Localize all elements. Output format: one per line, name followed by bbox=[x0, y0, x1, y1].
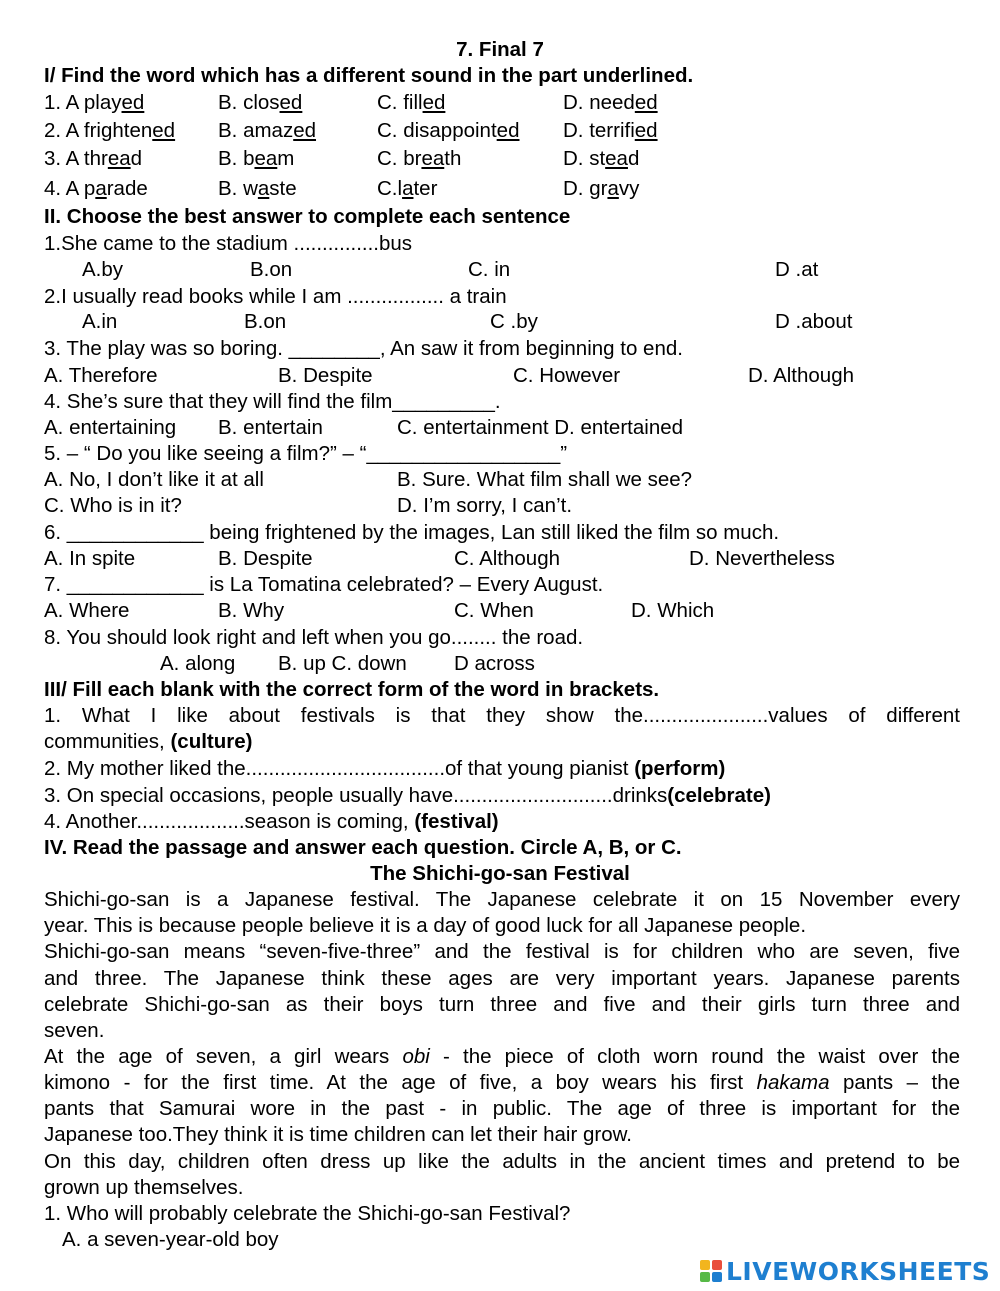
option: 2. A frightened bbox=[44, 119, 176, 142]
underlined-part: ed bbox=[293, 119, 317, 142]
answer-option: A. entertaining bbox=[44, 416, 177, 439]
underlined-part: ed bbox=[634, 91, 658, 114]
passage-line-9: pants that Samurai wore in the past - in public. The age of three is important for the bbox=[44, 1097, 960, 1120]
underlined-part: ea bbox=[421, 147, 445, 170]
underlined-part: ed bbox=[422, 91, 446, 114]
s3-q2-text: 2. My mother liked the...................................of that young pianist bbox=[44, 757, 635, 780]
underlined-part: ed bbox=[634, 119, 658, 142]
s2-question-2: 2.I usually read books while I am ................. a train bbox=[44, 285, 507, 308]
answer-option: C. Who is in it? bbox=[44, 494, 182, 517]
s4-question-1-option-a: A. a seven-year-old boy bbox=[62, 1228, 279, 1251]
section-1-heading: I/ Find the word which has a different sound in the part underlined. bbox=[44, 64, 694, 87]
underlined-part: ed bbox=[121, 91, 145, 114]
answer-option: D. Nevertheless bbox=[689, 547, 835, 570]
s3-q3 bbox=[44, 783, 771, 809]
passage-title: The Shichi-go-san Festival bbox=[370, 862, 630, 885]
underlined-part: a bbox=[257, 177, 270, 200]
s2-question-5: 5. – “ Do you like seeing a film?” – “_________________” bbox=[44, 442, 568, 465]
passage-line-4: and three. The Japanese think these ages are very important years. Japanese parents bbox=[44, 967, 960, 990]
underlined-part: ed bbox=[152, 119, 176, 142]
option: 1. A played bbox=[44, 91, 145, 114]
passage-line-6: seven. bbox=[44, 1019, 105, 1042]
answer-option: B.on bbox=[250, 258, 293, 281]
passage-line-11: On this day, children often dress up like the adults in the ancient times and pretend to be bbox=[44, 1150, 960, 1173]
s3-q1-line1: 1. What I like about festivals is that they show the......................values of different bbox=[44, 704, 960, 727]
p3b-1: kimono - for the first time. At the age of five, a boy wears his first bbox=[44, 1071, 757, 1094]
answer-option: B. up C. down bbox=[278, 652, 407, 675]
s2-question-6: 6. ____________ being frightened by the images, Lan still liked the film so much. bbox=[44, 521, 780, 544]
answer-option: D .at bbox=[775, 258, 819, 281]
answer-option: A. Where bbox=[44, 599, 130, 622]
s3-q4-word: (festival) bbox=[414, 810, 499, 833]
liveworksheets-logo bbox=[700, 1256, 990, 1286]
s3-q3-word: (celebrate) bbox=[667, 784, 771, 807]
option: 4. A parade bbox=[44, 177, 148, 200]
section-2-heading: II. Choose the best answer to complete each sentence bbox=[44, 205, 571, 228]
passage-line-5: celebrate Shichi-go-san as their boys turn three and five and their girls turn three and bbox=[44, 993, 960, 1016]
p3a-italic: obi bbox=[402, 1045, 430, 1068]
answer-option: D. Although bbox=[748, 364, 854, 387]
underlined-part: a bbox=[95, 177, 107, 200]
s2-question-7: 7. ____________ is La Tomatina celebrated? – Every August. bbox=[44, 573, 604, 596]
option: 3. A thread bbox=[44, 147, 143, 170]
answer-option: A. No, I don’t like it at all bbox=[44, 468, 264, 491]
passage-line-1: Shichi-go-san is a Japanese festival. The Japanese celebrate it on 15 November every bbox=[44, 888, 960, 911]
s2-question-3: 3. The play was so boring. ________, An saw it from beginning to end. bbox=[44, 337, 683, 360]
s2-question-1: 1.She came to the stadium ...............bus bbox=[44, 232, 413, 255]
s4-question-1: 1. Who will probably celebrate the Shichi-go-san Festival? bbox=[44, 1202, 571, 1225]
passage-line-12: grown up themselves. bbox=[44, 1176, 244, 1199]
answer-option: B.on bbox=[244, 310, 287, 333]
option: D. stead bbox=[563, 147, 640, 170]
s3-q2 bbox=[44, 756, 725, 782]
underlined-part: ea bbox=[107, 147, 131, 170]
p3b-italic: hakama bbox=[756, 1071, 830, 1094]
option: C. breath bbox=[377, 147, 462, 170]
answer-option: C. However bbox=[513, 364, 621, 387]
answer-option: B. Why bbox=[218, 599, 285, 622]
underlined-part: ea bbox=[605, 147, 628, 170]
answer-option: A.by bbox=[82, 258, 124, 281]
answer-option: D. Which bbox=[631, 599, 715, 622]
underlined-part: a bbox=[402, 177, 414, 200]
option: B. waste bbox=[218, 177, 297, 200]
answer-option: C .by bbox=[490, 310, 538, 333]
underlined-part: ea bbox=[254, 147, 278, 170]
option: D. terrified bbox=[563, 119, 658, 142]
answer-option: C. Although bbox=[454, 547, 560, 570]
answer-option: B. Despite bbox=[278, 364, 373, 387]
passage-line-2: year. This is because people believe it is a day of good luck for all Japanese people. bbox=[44, 914, 807, 937]
answer-option: A.in bbox=[82, 310, 118, 333]
answer-option: B. Despite bbox=[218, 547, 313, 570]
s3-q4 bbox=[44, 809, 499, 835]
passage-line-8 bbox=[44, 1070, 960, 1096]
p3a-2: - the piece of cloth worn round the waist over the bbox=[429, 1045, 960, 1068]
answer-option: C. in bbox=[468, 258, 511, 281]
underlined-part: ed bbox=[279, 91, 303, 114]
answer-option: B. Sure. What film shall we see? bbox=[397, 468, 693, 491]
section-3-heading: III/ Fill each blank with the correct form of the word in brackets. bbox=[44, 678, 660, 701]
p3b-2: pants – the bbox=[829, 1071, 961, 1094]
logo-text: LIVEWORKSHEETS bbox=[726, 1256, 991, 1286]
answer-option: A. along bbox=[160, 652, 236, 675]
answer-option: A. In spite bbox=[44, 547, 136, 570]
s3-q2-word: (perform) bbox=[634, 757, 726, 780]
option: D. needed bbox=[563, 91, 658, 114]
passage-line-7 bbox=[44, 1044, 960, 1070]
option: B. beam bbox=[218, 147, 295, 170]
answer-option: D. I’m sorry, I can’t. bbox=[397, 494, 573, 517]
section-4-heading: IV. Read the passage and answer each question. Circle A, B, or C. bbox=[44, 836, 682, 859]
s3-q1-text: communities, bbox=[44, 730, 171, 753]
s2-question-8: 8. You should look right and left when you go........ the road. bbox=[44, 626, 584, 649]
option: D. gravy bbox=[563, 177, 640, 200]
option: C.later bbox=[377, 177, 438, 200]
passage-line-10: Japanese too.They think it is time children can let their hair grow. bbox=[44, 1123, 632, 1146]
page-title: 7. Final 7 bbox=[456, 38, 544, 61]
passage-line-3: Shichi-go-san means “seven-five-three” and the festival is for children who are seven, five bbox=[44, 940, 960, 963]
s3-q4-text: 4. Another...................season is coming, bbox=[44, 810, 415, 833]
s3-q3-text: 3. On special occasions, people usually have............................drinks bbox=[44, 784, 668, 807]
answer-option: D .about bbox=[775, 310, 853, 333]
underlined-part: a bbox=[607, 177, 619, 200]
s3-q1-line2 bbox=[44, 729, 252, 755]
s3-q1-word: (culture) bbox=[170, 730, 253, 753]
answer-option: A. Therefore bbox=[44, 364, 158, 387]
answer-option: C. entertainment D. entertained bbox=[397, 416, 684, 439]
option: C. filled bbox=[377, 91, 446, 114]
p3a-1: At the age of seven, a girl wears bbox=[44, 1045, 403, 1068]
answer-option: C. When bbox=[454, 599, 534, 622]
answer-option: B. entertain bbox=[218, 416, 323, 439]
underlined-part: ed bbox=[496, 119, 520, 142]
logo-grid-icon bbox=[700, 1260, 722, 1282]
answer-option: D across bbox=[454, 652, 535, 675]
s2-question-4: 4. She’s sure that they will find the film_________. bbox=[44, 390, 501, 413]
option: C. disappointed bbox=[377, 119, 520, 142]
option: B. amazed bbox=[218, 119, 317, 142]
option: B. closed bbox=[218, 91, 303, 114]
